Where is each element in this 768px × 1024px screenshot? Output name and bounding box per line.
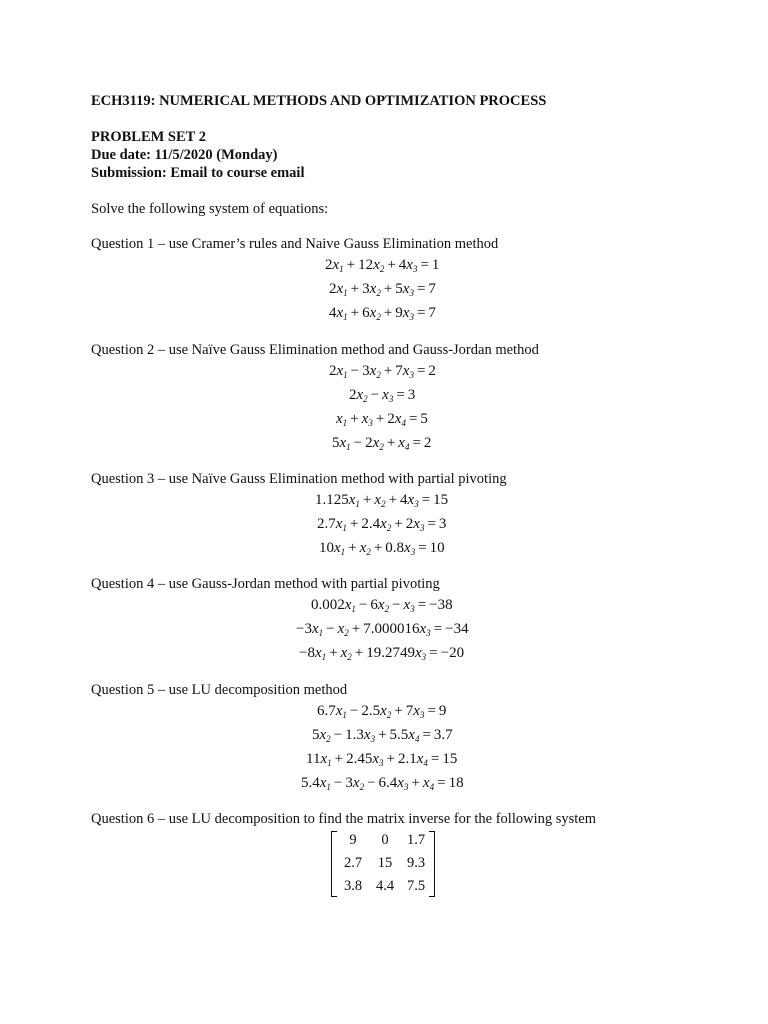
operator: +	[350, 281, 360, 297]
submission-info: Submission: Email to course email	[91, 165, 305, 181]
operator: +	[394, 703, 403, 719]
equation-term: = 2	[414, 363, 436, 379]
equals-sign: =	[412, 435, 421, 451]
operator: +	[350, 411, 359, 427]
equals-sign: =	[416, 281, 426, 297]
equation-term: $10x_1$	[319, 540, 346, 557]
equation-q2-4	[332, 434, 431, 452]
equation-q1-1	[325, 256, 439, 274]
equation-q3-2	[317, 515, 446, 533]
equation-term: − $3x_2$	[348, 363, 381, 379]
operator: +	[388, 492, 398, 508]
question-3-text: Question 3 – use Naïve Gauss Elimination method with partial pivoting	[91, 471, 507, 487]
operator: +	[348, 540, 357, 556]
equation-term: $4x_1$	[329, 305, 348, 322]
operator: −	[353, 435, 363, 451]
equation-term: = 7	[414, 281, 436, 297]
operator: +	[383, 281, 393, 297]
operator: +	[383, 305, 393, 321]
equation-term: = 7	[414, 305, 436, 321]
due-date: Due date: 11/5/2020 (Monday)	[91, 147, 278, 163]
operator: +	[362, 492, 372, 508]
equation-term: = 3	[424, 516, 446, 532]
equation-term: + $x_4$	[408, 775, 434, 791]
equals-sign: =	[416, 363, 426, 379]
equation-q3-3	[319, 539, 445, 557]
equation-term: $x_1$	[336, 411, 348, 428]
equation-q1-3	[329, 304, 436, 322]
equation-term: − $2.5x_2$	[347, 703, 391, 719]
equation-term: + $2.4x_2$	[347, 516, 391, 532]
matrix-cell: 7.5	[406, 877, 426, 894]
equation-term: = 15	[419, 492, 448, 508]
equation-term: $2x_1$	[325, 257, 344, 274]
operator: −	[392, 597, 401, 613]
operator: +	[346, 257, 356, 273]
equation-term: + $2.45x_3$	[332, 751, 384, 767]
equation-term: + $7x_3$	[391, 703, 424, 719]
equation-term: $11x_1$	[306, 751, 332, 768]
equals-sign: =	[421, 492, 431, 508]
equation-term: − $2x_2$	[351, 435, 384, 451]
operator: −	[367, 775, 376, 791]
equation-term: + $9x_3$	[381, 305, 414, 321]
equation-term: + $5x_3$	[381, 281, 414, 297]
operator: +	[375, 411, 385, 427]
equation-term: + $2x_4$	[373, 411, 406, 427]
equation-term: − $6x_2$	[356, 597, 389, 613]
question-5-text: Question 5 – use LU decomposition method	[91, 682, 348, 698]
matrix-cell: 9.3	[406, 854, 426, 871]
equation-q4-3	[299, 644, 464, 662]
equals-sign: =	[430, 751, 440, 767]
equals-sign: =	[418, 540, 427, 556]
equation-q5-4	[301, 774, 464, 792]
operator: +	[383, 363, 393, 379]
equation-term: + $5.5x_4$	[375, 727, 419, 743]
question-2-text: Question 2 – use Naïve Gauss Elimination method and Gauss-Jordan method	[91, 342, 539, 358]
equation-term: − $6.4x_3$	[364, 775, 408, 791]
matrix-table	[337, 829, 431, 898]
equation-term: = 3.7	[419, 727, 452, 743]
operator: +	[378, 727, 387, 743]
operator: +	[354, 645, 364, 661]
equation-term: $1.125x_1$	[315, 492, 360, 509]
equals-sign: =	[427, 703, 436, 719]
matrix-cell: 2.7	[343, 854, 363, 871]
equation-term: + $6x_2$	[348, 305, 381, 321]
equation-term: − $1.3x_3$	[331, 727, 375, 743]
equals-sign: =	[437, 775, 446, 791]
matrix-cell: 9	[349, 831, 357, 848]
operator: +	[386, 435, 396, 451]
equation-term: = 9	[424, 703, 446, 719]
equation-term: + $7.000016x_3$	[349, 621, 431, 637]
equation-q5-3	[306, 750, 457, 768]
equation-term: = 15	[428, 751, 457, 767]
equation-term: = −20	[426, 645, 464, 661]
matrix-row	[337, 875, 431, 898]
equation-term: + $12x_2$	[344, 257, 385, 273]
operator: −	[333, 775, 343, 791]
equation-term: + $x_2$	[326, 645, 352, 661]
equation-term: $5x_1$	[332, 435, 351, 452]
equation-q4-2	[296, 620, 469, 638]
equation-term: $-8x_1$	[299, 645, 327, 662]
operator: −	[350, 363, 360, 379]
equals-sign: =	[433, 621, 443, 637]
equation-term: − $x_2$	[323, 621, 349, 637]
operator: +	[373, 540, 383, 556]
equation-term: = 5	[406, 411, 428, 427]
equation-q1-2	[329, 280, 436, 298]
equals-sign: =	[408, 411, 418, 427]
coefficient-matrix	[331, 829, 435, 899]
equation-term: − $3x_2$	[331, 775, 364, 791]
equation-term: = 3	[393, 387, 415, 403]
equation-term: $2x_2$	[349, 387, 368, 404]
equation-term: − $x_3$	[368, 387, 394, 403]
matrix-cell: 1.7	[406, 831, 426, 848]
operator: +	[387, 257, 396, 273]
equation-term: + $2x_3$	[391, 516, 424, 532]
operator: +	[411, 775, 420, 791]
operator: +	[394, 516, 403, 532]
operator: −	[358, 597, 368, 613]
matrix-cell: 15	[377, 854, 393, 871]
equation-q5-1	[317, 702, 446, 720]
equation-term: + $3x_2$	[348, 281, 381, 297]
equation-q2-3	[336, 410, 428, 428]
equation-term: + $7x_3$	[381, 363, 414, 379]
equation-term: $2x_1$	[329, 363, 348, 380]
equation-term: $5.4x_1$	[301, 775, 331, 792]
operator: −	[326, 621, 335, 637]
question-1-text: Question 1 – use Cramer’s rules and Naive Gauss Elimination method	[91, 236, 499, 252]
equation-term: = −34	[431, 621, 469, 637]
instruction-text: Solve the following system of equations:	[91, 201, 329, 217]
equation-term: = 2	[409, 435, 431, 451]
equation-term: = 18	[434, 775, 463, 791]
equation-term: + $x_3$	[347, 411, 373, 427]
equals-sign: =	[420, 257, 429, 273]
equation-term: + $x_2$	[345, 540, 371, 556]
equals-sign: =	[417, 597, 427, 613]
equation-q5-2	[312, 726, 453, 744]
equation-term: + $x_4$	[384, 435, 410, 451]
equation-term: + $4x_3$	[384, 257, 417, 273]
equals-sign: =	[429, 645, 438, 661]
question-4-text: Question 4 – use Gauss-Jordan method with partial pivoting	[91, 576, 440, 592]
question-6-text: Question 6 – use LU decomposition to find the matrix inverse for the following system	[91, 811, 597, 827]
matrix-cell: 0	[381, 831, 389, 848]
equals-sign: =	[422, 727, 431, 743]
equation-term: + $x_2$	[360, 492, 386, 508]
equation-term: = 10	[415, 540, 444, 556]
matrix-row	[337, 829, 431, 852]
equals-sign: =	[416, 305, 426, 321]
equation-term: $2.7x_1$	[317, 516, 347, 533]
equation-q3-1	[315, 491, 448, 509]
equation-q2-1	[329, 362, 436, 380]
equation-term: + $2.1x_4$	[384, 751, 428, 767]
operator: +	[386, 751, 395, 767]
equation-term: = 1	[417, 257, 439, 273]
equation-term: − $x_3$	[389, 597, 415, 613]
matrix-cell: 3.8	[343, 877, 363, 894]
equation-term: + $0.8x_3$	[371, 540, 415, 556]
operator: −	[370, 387, 380, 403]
operator: +	[351, 621, 361, 637]
equation-q4-1	[311, 596, 453, 614]
operator: −	[349, 703, 359, 719]
equals-sign: =	[396, 387, 405, 403]
operator: +	[334, 751, 344, 767]
equation-term: + $19.2749x_3$	[352, 645, 426, 661]
operator: +	[329, 645, 338, 661]
matrix-row	[337, 852, 431, 875]
equation-term: = −38	[415, 597, 453, 613]
operator: −	[333, 727, 343, 743]
equation-q2-2	[349, 386, 415, 404]
equation-term: $6.7x_1$	[317, 703, 347, 720]
problem-set-heading: PROBLEM SET 2	[91, 129, 206, 145]
equals-sign: =	[427, 516, 436, 532]
equation-term: $0.002x_1$	[311, 597, 356, 614]
equation-term: + $4x_3$	[386, 492, 419, 508]
operator: +	[350, 305, 360, 321]
equation-term: $2x_1$	[329, 281, 348, 298]
matrix-cell: 4.4	[375, 877, 395, 894]
equation-term: $-3x_1$	[296, 621, 324, 638]
equation-term: $5x_2$	[312, 727, 331, 744]
operator: +	[349, 516, 359, 532]
course-title: ECH3119: NUMERICAL METHODS AND OPTIMIZATION PROCESS	[91, 93, 547, 109]
